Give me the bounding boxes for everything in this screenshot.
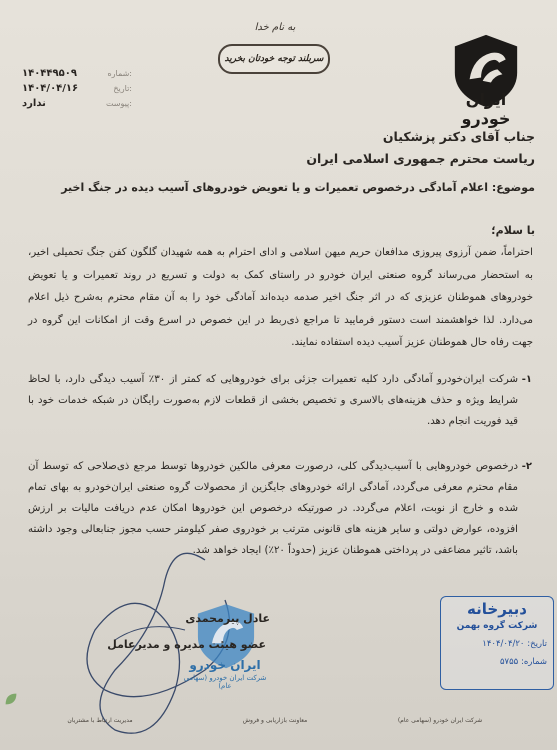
registry-title: دبیرخانه (467, 600, 527, 618)
footer-col-company: شرکت ایران خودرو (سهامی عام) (397, 717, 483, 724)
letter-attachment (22, 98, 132, 109)
list-item-text: درخصوص خودروهایی با آسیب‌دیدگی کلی، درصورت معرفی مالکین خودروها توسط مرجع ذی‌صلاحی که توسط آن مقام محترم معرفی می‌گردد، آمادگی ارائه خودروهای جایگزین از محصولات گروه صنعتی ایران‌خودرو به بهای تمام شده و خارج از نوبت، اعلام می‌گردد. در صورتیکه درخصوص این خودروها امکان عدم دریافت مالیات بر ارزش افزوده، عوارض دولتی و سایر هزینه های قانونی مترتب بر خودروی صفر کیلومتر حسب مجوز جنابعالی وجود داشته باشد، تاثیر مضاعفی در پرداختی هموطنان عزیز (حدوداً ۲۰٪) ایجاد خواهد شد. (28, 461, 518, 556)
footer-col-customers: مدیریت ارتباط با مشتریان (67, 717, 133, 724)
signer-title: عضو هیئت مدیره و مدیرعامل (107, 638, 266, 651)
recipient-title: ریاست محترم جمهوری اسلامی ایران (306, 151, 535, 166)
letter-subject: موضوع: اعلام آمادگی درخصوص تعمیرات و یا تعویض خودروهای آسیب دیده در جنگ اخیر (61, 181, 535, 194)
letter-number-value: ۱۴۰۴۴۹۵۰۹ (22, 68, 77, 79)
signer-name: عادل پیرمحمدی (185, 612, 270, 625)
letter-attachment-value: ندارد (22, 98, 46, 109)
registry-date: تاریخ: ۱۴۰۴/۰۴/۲۰ (482, 639, 547, 649)
body-paragraph: احتراماً، ضمن آرزوی پیروزی مدافعان حریم میهن اسلامی و ادای احترام به همه شهیدان گلگون کفن جنگ تحمیلی اخیر، به استحضار می‌رساند گروه صنعتی ایران خودرو در راستای کمک به دولت و تسریع در روند تعمیرات و یا تعویض خودروهای هموطنان عزیزی که در اثر جنگ اخیر صدمه دیده‌اند آمادگی خود را به آن مقام محترم به‌شرح ذیل اعلام می‌دارد. لذا خواهشمند است دستور فرمایید تا مراجع ذی‌ربط در این خصوص در اسرع وقت از امکانات این گروه در جهت رفاه حال هموطنان عزیز آسیب دیده استفاده نمایند. (28, 247, 533, 348)
slogan-banner: سربلند توجه خودتان بخرید (218, 44, 330, 74)
list-item-number: ۱- (521, 374, 532, 385)
letter-number-label: شماره: (107, 69, 132, 78)
letter-number (22, 68, 132, 79)
leaf-icon (2, 690, 20, 708)
greeting: با سلام؛ (491, 224, 535, 237)
stamp-subtitle: شرکت ایران خودرو (سهامی عام) (183, 674, 267, 690)
list-item-text: شرکت ایران‌خودرو آمادگی دارد کلیه تعمیرات جزئی برای خودروهایی که کمتر از ۳۰٪ آسیب دیدگی دارد، با لحاظ شرایط ویژه و حذف هزینه‌های بالاسری و تخصیص بخشی از قطعات لازم به‌صورت رایگان در شبکه خدمات خود با قید فوریت انجام دهد. (28, 374, 518, 427)
registry-number: شماره: ۵۷۵۵ (499, 657, 547, 667)
recipient-name: جناب آقای دکتر پزشکیان (382, 129, 535, 144)
letter-date-value: ۱۴۰۴/۰۴/۱۶ (22, 83, 79, 94)
letter-attachment-label: پیوست: (105, 99, 132, 108)
letter-date (22, 83, 132, 94)
registry-subtitle: شرکت گروه بهمن (456, 621, 538, 631)
letter-date-label: تاریخ: (113, 84, 132, 93)
stamp-brand: ایران خودرو (189, 658, 261, 672)
brand-name: ایران خودرو (461, 90, 511, 128)
bism-header: به نام خدا (254, 22, 296, 33)
footer-col-sales: معاونت بازاریابی و فروش (242, 717, 308, 724)
registry-stamp (440, 596, 554, 690)
list-item-number: ۲- (521, 461, 532, 472)
list-item (28, 369, 532, 432)
